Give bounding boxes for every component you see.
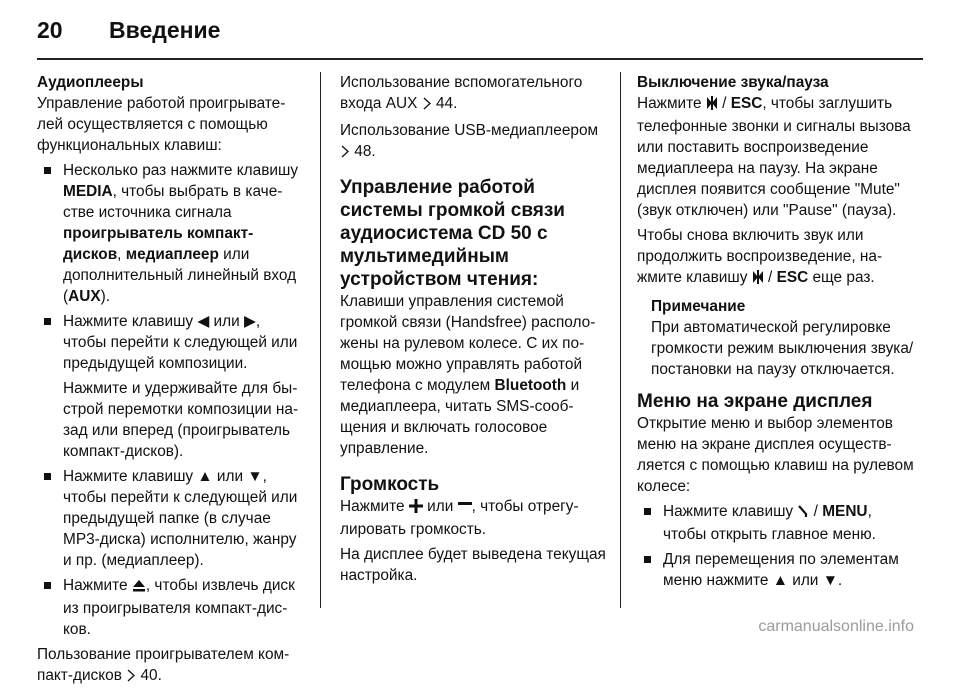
note-text: При автоматической регулировке громкости режим выключения звука/постановки на паузу отключается.: [651, 319, 914, 378]
text: Нажмите клавишу: [63, 313, 198, 330]
player-controls-list: [37, 160, 305, 640]
page-title: Введение: [109, 17, 221, 43]
paragraph-resume: [637, 225, 915, 290]
mute-icon: [706, 95, 718, 116]
page-reference-icon: [340, 143, 350, 164]
left-arrow-icon: ◀: [197, 313, 210, 330]
text: , чтобы заглушить телефонные звонки и сигналы вызова или поставить воспроизведение медиаплеера на паузу. На экране дисплея появится сообщение "Mute" (звук отключен) или "Pause" (пауза).: [637, 95, 911, 219]
text: , чтобы отрегулировать громкость.: [340, 498, 579, 538]
page-ref-number: 48.: [350, 143, 376, 160]
up-arrow-icon: ▲: [197, 468, 213, 485]
page-ref-number: 40.: [136, 667, 162, 684]
heading-audio-players: Аудиоплееры: [37, 74, 144, 91]
text: Нажмите клавишу: [663, 503, 798, 520]
volume-minus-icon: [458, 498, 472, 519]
text: .: [837, 572, 843, 589]
down-arrow-icon: ▼: [247, 468, 263, 485]
text: Пользование проигрывателем компакт-дисков: [37, 646, 290, 684]
eject-icon: [132, 577, 146, 598]
down-arrow-icon: ▼: [822, 572, 838, 589]
note-title: Примечание: [651, 298, 746, 315]
list-item: [37, 466, 305, 571]
media-player-label: медиаплеер: [125, 246, 219, 263]
text: или дополнительный линейный вход (: [63, 246, 297, 305]
page-number: 20: [37, 17, 63, 43]
note-box: [637, 296, 915, 380]
aux-reference: [340, 72, 608, 116]
paragraph-intro: Управление работой проигрывателей осуществляется с помощью функциональных клавиш:: [37, 95, 286, 154]
column-1: [37, 72, 305, 692]
text: , чтобы выбрать в качестве источника сигнала: [63, 183, 283, 221]
page-reference-icon: [422, 95, 432, 116]
heading-volume: Громкость: [340, 474, 440, 495]
column-divider-2: [620, 72, 621, 608]
text: Нажмите клавишу: [63, 468, 198, 485]
esc-key-label: ESC: [776, 269, 809, 286]
column-divider-1: [320, 72, 321, 608]
text: Чтобы снова включить звук или продолжить воспроизведение, нажмите клавишу: [637, 227, 883, 286]
media-key-label: MEDIA: [63, 183, 113, 200]
list-item: [637, 501, 915, 545]
heading-handsfree: Управление работой системы громкой связи аудиосистема CD 50 с мультимедийным устройством чтения:: [340, 177, 565, 290]
menu-key-label: MENU: [822, 503, 868, 520]
menu-controls-list: [637, 501, 915, 591]
cd-player-label: проигрыватель компакт-дисков: [63, 225, 254, 263]
text: , чтобы перейти к следующей или предыдущей композиции.: [63, 313, 298, 372]
watermark: carmanualsonline.info: [758, 618, 914, 635]
page-ref-number: 44.: [431, 95, 458, 112]
volume-plus-icon: [409, 498, 423, 519]
text: или: [787, 572, 823, 589]
list-item: [37, 311, 305, 462]
right-arrow-icon: ▶: [243, 313, 256, 330]
up-arrow-icon: ▲: [772, 572, 788, 589]
text: /: [717, 95, 731, 112]
text: Нажмите: [637, 95, 706, 112]
text: Использование вспомогательного входа AUX: [340, 74, 583, 112]
text: Нажмите: [63, 577, 132, 594]
text: еще раз.: [808, 269, 875, 286]
paragraph-mute: [637, 93, 915, 221]
text: , чтобы открыть главное меню.: [663, 503, 876, 543]
text: Нажмите: [340, 498, 409, 515]
usb-reference: [340, 120, 608, 164]
cd-player-reference: [37, 644, 305, 688]
text: или: [422, 498, 458, 515]
paragraph-menu: Открытие меню и выбор элементов меню на экране дисплея осуществляется с помощью клавиш на рулевом колесе:: [637, 415, 914, 495]
text: , чтобы извлечь диск из проигрывателя компакт-дисков.: [63, 577, 295, 638]
bluetooth-label: Bluetooth: [494, 377, 567, 394]
text: Несколько раз нажмите клавишу: [63, 162, 299, 179]
list-item: [637, 549, 915, 591]
menu-hook-icon: [797, 503, 809, 524]
text: /: [763, 269, 777, 286]
text: Для перемещения по элементам меню нажмите: [663, 551, 899, 589]
column-2: [340, 72, 608, 590]
paragraph-volume-display: На дисплее будет выведена текущая настройка.: [340, 546, 606, 584]
text: или: [212, 468, 248, 485]
fast-seek-text: Нажмите и удерживайте для быстрой перемотки композиции назад или вперед (проигрыватель компакт-дисков).: [63, 380, 299, 460]
esc-key-label: ESC: [730, 95, 763, 112]
list-item: [37, 160, 305, 307]
header-rule: [37, 58, 923, 60]
column-3: [637, 72, 915, 595]
aux-key-label: AUX: [68, 288, 101, 305]
paragraph-volume: [340, 496, 608, 540]
page-header: [37, 17, 220, 44]
text: ).: [100, 288, 111, 305]
page-reference-icon: [126, 667, 136, 688]
heading-mute: Выключение звука/пауза: [637, 74, 829, 91]
mute-icon: [752, 269, 764, 290]
text: или: [209, 313, 244, 330]
heading-display-menu: Меню на экране дисплея: [637, 391, 873, 412]
text: /: [809, 503, 823, 520]
text: , чтобы перейти к следующей или предыдущей папке (в случае MP3-диска) исполнителю, жанру и пр. (медиаплеер).: [63, 468, 298, 569]
text: Использование USB-медиаплеером: [340, 122, 599, 139]
list-item: [37, 575, 305, 640]
text: ,: [117, 246, 126, 263]
text: Клавиши управления системой громкой связи (Handsfree) расположены на рулевом колесе. С их помощью можно управлять работой телефона с модулем: [340, 293, 596, 394]
paragraph-handsfree: [340, 291, 608, 459]
text: и медиаплеера, читать SMS-сообщения и включать голосовое управление.: [340, 377, 580, 457]
